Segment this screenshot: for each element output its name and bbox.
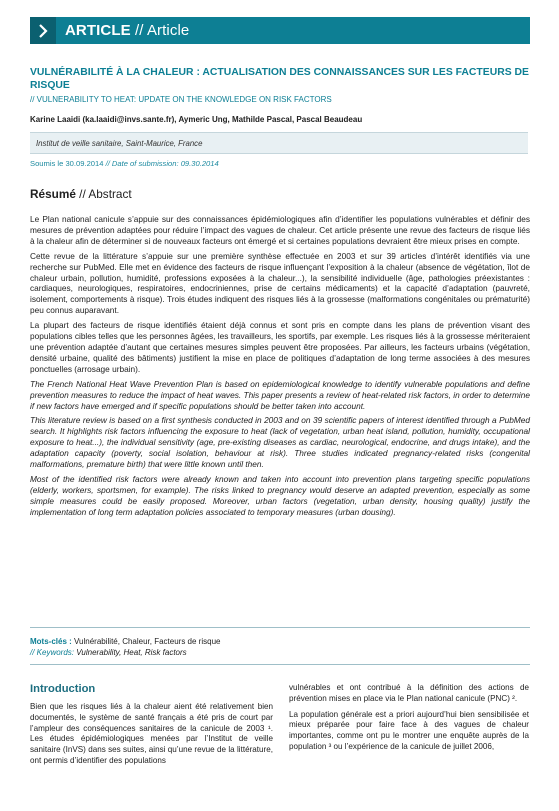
abstract-fr-paragraph: Le Plan national canicule s’appuie sur des connaissances épidémiologiques afin d’identifier les populations vulnérables et définir des mesures de prévention adaptées pour réduire l’impact des vagues de chaleur. Cet article présente une revue des facteurs de risque liés à la chaleur afin de déterminer si de nouveaux facteurs ont émergé et si certaines populations devraient être mieux prises en compte. (30, 214, 530, 246)
chevron-right-icon (30, 17, 56, 44)
keywords-fr-values: Vulnérabilité, Chaleur, Facteurs de risque (71, 637, 221, 646)
abstract-fr-paragraph: La plupart des facteurs de risque identifiés étaient déjà connus et sont pris en compte dans les plans de prévention visant des populations cibles telles que les personnes âgées, les travailleurs, les sportifs, par exemple. Les risques liés à la grossesse mériteraient une prévention adaptée d’autant que certaines mesures simples peuvent être proposées. Par ailleurs, les facteurs urbains (végétation, densité urbaine, qualité des bâtiments) justifient la mise en place de politiques d’adaptation de long terme associées à des mesures ponctuelles (arrosage urbain). (30, 320, 530, 374)
banner-title-fr: ARTICLE (65, 22, 131, 39)
affiliation: Institut de veille sanitaire, Saint-Maurice, France (36, 139, 203, 148)
keywords-en-label: // Keywords: (30, 647, 75, 657)
article-title: VULNÉRABILITÉ À LA CHALEUR : ACTUALISATION DES CONNAISSANCES SUR LES FACTEURS DE RISQUE (30, 67, 529, 91)
introduction-heading: Introduction (30, 683, 96, 695)
banner-title (65, 22, 189, 39)
article-subtitle: // VULNERABILITY TO HEAT: UPDATE ON THE KNOWLEDGE ON RISK FACTORS (30, 95, 332, 104)
submission-date-en: // Date of submission: 09.30.2014 (105, 159, 219, 168)
abstract-body (30, 214, 530, 522)
keywords-fr (30, 637, 530, 648)
introduction-paragraph: La population générale est a priori aujourd’hui bien sensibilisée et mieux préparée pour faire face à des vagues de chaleur importantes, comme ont pu le montrer une enquête auprès de la population ³ ou l’expérience de la canicule de juillet 2006, (289, 709, 529, 751)
submission-date-fr: Soumis le 30.09.2014 (30, 159, 106, 168)
introduction-paragraph: Bien que les risques liés à la chaleur aient été relativement bien documentés, le système de santé français a été pris de court par l’ampleur des conséquences sanitaires de la canicule de 2003 ¹. Les études épidémiologiques menées par l’Institut de veille sanitaire (InVS) dans ses suites, ainsi qu’une revue de la littérature, ont permis d’identifier des populations (30, 702, 273, 765)
abstract-en-paragraph: Most of the identified risk factors were already known and taken into account into prevention plans targeting specific populations (elderly, workers, sportsmen, for example). The risks linked to pregnancy would deserve an adapted prevention, especially as some simple measures could be easily proposed. Moreover, urban factors (vegetation, urban density, housing quality) justify the implementation of long term adaptation policies associated to temporary measures (urban dousing). (30, 473, 530, 517)
affiliation-box (30, 132, 528, 154)
article-banner (30, 17, 530, 44)
abstract-heading-fr: Résumé (30, 187, 76, 201)
abstract-heading (30, 187, 132, 201)
submission-dates (30, 159, 530, 169)
abstract-fr-paragraph: Cette revue de la littérature s’appuie sur une première synthèse effectuée en 2003 et sur 39 articles d’intérêt identifiés via une recherche sur PubMed. Elle met en évidence des facteurs de risque influençant l’exposition à la chaleur (absence de végétation, îlot de chaleur urbain, pollution, humidité, professions exposées à la chaleur...), la sensibilité individuelle (âge, pathologies préexistantes : cardiaques, neurologiques, respiratoires, endocriniennes, prise de certains médicaments) et la capacité d’adaptation (pauvreté, isolement, comportements à risque). Trois études indiquent des risques liés à la grossesse (malformations congénitales ou prématurité) peu connus auparavant. (30, 250, 530, 316)
keywords-block (30, 637, 530, 658)
keywords-en (30, 648, 530, 659)
article-authors: Karine Laaidi (ka.laaidi@invs.sante.fr), Aymeric Ung, Mathilde Pascal, Pascal Beaudeau (30, 115, 363, 124)
introduction-paragraph: vulnérables et ont contribué à la définition des actions de prévention mises en place via le Plan national canicule (PNC) ². (289, 683, 529, 703)
keywords-divider-bottom (30, 664, 530, 665)
banner-title-en: Article (146, 22, 190, 39)
keywords-en-values: Vulnerability, Heat, Risk factors (74, 647, 187, 657)
keywords-fr-label: Mots-clés : (30, 637, 72, 646)
abstract-en-paragraph: The French National Heat Wave Prevention Plan is based on epidemiological knowledge to identify vulnerable populations and define prevention measures to reduce the impact of heat waves. This paper presents a review of heat-related risk factors, in order to determine if new factors have emerged and if specific populations should be better taken into account. (30, 378, 530, 411)
banner-title-sep: // (130, 22, 147, 39)
introduction-column-1 (30, 702, 273, 772)
introduction-column-2 (289, 683, 529, 758)
abstract-heading-en: // Abstract (75, 187, 132, 201)
keywords-divider-top (30, 627, 530, 628)
abstract-en-paragraph: This literature review is based on a first synthesis conducted in 2003 and on 39 scientific papers of interest identified through a PubMed search. It highlights risk factors influencing the exposure to heat (lack of vegetation, urban heat island, pollution, humidity, occupational exposure to heat...), the individual sensitivity (age, pre-existing diseases as cardiac, neurological, endocrine, and drugs intake), and the adaptation capacity (poverty, social isolation, behaviour at risk). Three studies indicated pregnancy-related risks (congenital malformations, premature birth) that were little known until then. (30, 415, 530, 470)
